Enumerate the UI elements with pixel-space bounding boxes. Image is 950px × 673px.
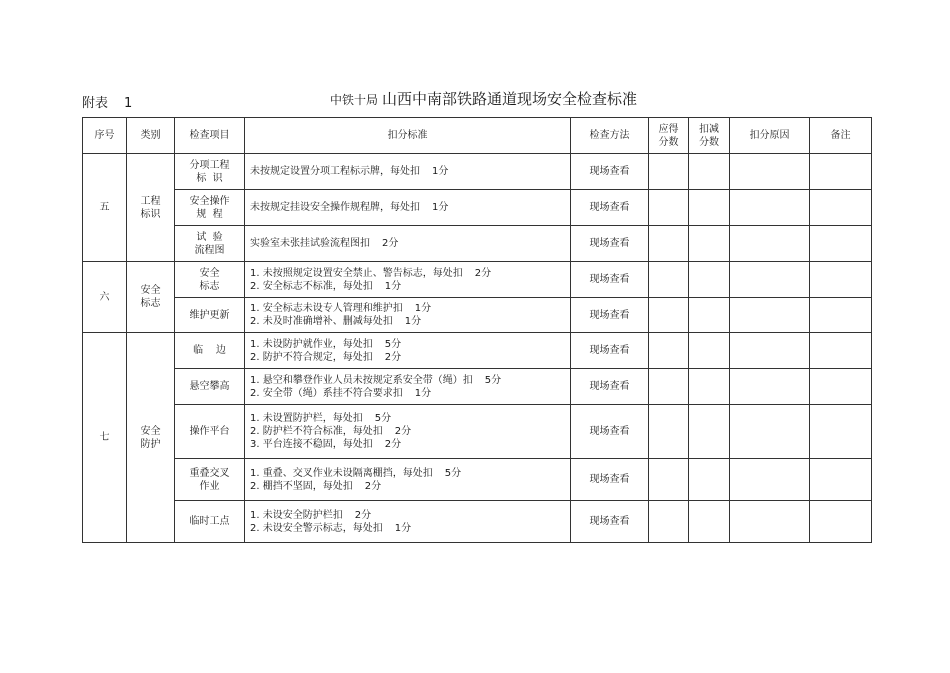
check-item-cell: 重叠交叉 作业 xyxy=(175,459,245,501)
standard-line: 2. 安全标志不标准，每处扣 1分 xyxy=(250,280,402,292)
inspection-standard-table xyxy=(82,117,872,543)
check-method-cell: 现场查看 xyxy=(571,154,649,190)
reason-cell xyxy=(730,459,810,501)
standard-line: 2. 未及时准确增补、删减每处扣 1分 xyxy=(250,316,422,327)
due-score-cell xyxy=(649,501,689,543)
header-standard: 扣分标准 xyxy=(245,118,571,154)
remark-cell xyxy=(810,226,872,262)
reason-cell xyxy=(730,226,810,262)
remark-cell xyxy=(810,333,872,369)
remark-cell xyxy=(810,369,872,405)
remark-cell xyxy=(810,262,872,298)
header-deducted-score: 扣减 分数 xyxy=(689,118,730,154)
deducted-score-cell xyxy=(689,333,730,369)
deducted-score-cell xyxy=(689,298,730,333)
due-score-cell xyxy=(649,226,689,262)
deducted-score-cell xyxy=(689,262,730,298)
group-category-cell: 工程 标识 xyxy=(127,154,175,262)
deducted-score-cell xyxy=(689,190,730,226)
check-item-cell: 安全操作 规 程 xyxy=(175,190,245,226)
header-due-score: 应得 分数 xyxy=(649,118,689,154)
deduction-standard-cell xyxy=(245,190,571,226)
group-category-cell: 安全 防护 xyxy=(127,333,175,543)
standard-line: 实验室未张挂试验流程图扣 2分 xyxy=(250,238,399,249)
table-row xyxy=(83,369,872,405)
check-item-cell: 试 验 流程图 xyxy=(175,226,245,262)
standard-line: 3. 平台连接不稳固，每处扣 2分 xyxy=(250,439,402,450)
due-score-cell xyxy=(649,190,689,226)
due-score-cell xyxy=(649,298,689,333)
table-row xyxy=(83,405,872,459)
standard-line: 2. 棚挡不坚固，每处扣 2分 xyxy=(250,480,382,492)
header-reason: 扣分原因 xyxy=(730,118,810,154)
reason-cell xyxy=(730,298,810,333)
due-score-cell xyxy=(649,333,689,369)
deduction-standard-cell xyxy=(245,369,571,405)
deduction-standard-cell xyxy=(245,405,571,459)
deduction-standard-cell xyxy=(245,501,571,543)
check-method-cell: 现场查看 xyxy=(571,459,649,501)
deduction-standard-cell xyxy=(245,226,571,262)
group-seq-cell: 五 xyxy=(83,154,127,262)
reason-cell xyxy=(730,262,810,298)
deducted-score-cell xyxy=(689,405,730,459)
remark-cell xyxy=(810,190,872,226)
table-row xyxy=(83,333,872,369)
reason-cell xyxy=(730,154,810,190)
deducted-score-cell xyxy=(689,226,730,262)
standard-line: 2. 防护不符合规定，每处扣 2分 xyxy=(250,351,402,363)
standard-line: 1. 重叠、交叉作业未设隔离棚挡，每处扣 5分 xyxy=(250,467,462,479)
standard-line: 1. 未设安全防护栏扣 2分 xyxy=(250,509,372,521)
standard-line: 2. 未设安全警示标志，每处扣 1分 xyxy=(250,522,412,534)
due-score-cell xyxy=(649,154,689,190)
group-seq-cell: 七 xyxy=(83,333,127,543)
deduction-standard-cell xyxy=(245,333,571,369)
table-row xyxy=(83,501,872,543)
table-row xyxy=(83,298,872,333)
deduction-standard-cell xyxy=(245,459,571,501)
due-score-cell xyxy=(649,369,689,405)
reason-cell xyxy=(730,190,810,226)
deducted-score-cell xyxy=(689,501,730,543)
header-item: 检查项目 xyxy=(175,118,245,154)
check-method-cell: 现场查看 xyxy=(571,226,649,262)
deduction-standard-cell xyxy=(245,154,571,190)
check-item-cell: 操作平台 xyxy=(175,405,245,459)
check-item-cell: 悬空攀高 xyxy=(175,369,245,405)
check-method-cell: 现场查看 xyxy=(571,501,649,543)
deducted-score-cell xyxy=(689,154,730,190)
standard-line: 1. 安全标志未设专人管理和维护扣 1分 xyxy=(250,303,432,314)
header-category: 类别 xyxy=(127,118,175,154)
table-row xyxy=(83,154,872,190)
due-score-cell xyxy=(649,262,689,298)
reason-cell xyxy=(730,501,810,543)
check-method-cell: 现场查看 xyxy=(571,298,649,333)
standard-line: 2. 防护栏不符合标准，每处扣 2分 xyxy=(250,426,412,437)
standard-line: 1. 未设防护就作业，每处扣 5分 xyxy=(250,338,402,350)
check-item-cell: 临 边 xyxy=(175,333,245,369)
deduction-standard-cell xyxy=(245,262,571,298)
header-row xyxy=(83,118,872,154)
deducted-score-cell xyxy=(689,369,730,405)
remark-cell xyxy=(810,154,872,190)
standard-line: 1. 悬空和攀登作业人员未按规定系安全带（绳）扣 5分 xyxy=(250,374,502,386)
table-row xyxy=(83,262,872,298)
due-score-cell xyxy=(649,459,689,501)
check-method-cell: 现场查看 xyxy=(571,369,649,405)
due-score-cell xyxy=(649,405,689,459)
group-seq-cell: 六 xyxy=(83,262,127,333)
check-item-cell: 安全 标志 xyxy=(175,262,245,298)
check-method-cell: 现场查看 xyxy=(571,262,649,298)
standard-line: 2. 安全带（绳）系挂不符合要求扣 1分 xyxy=(250,387,432,399)
table-row xyxy=(83,190,872,226)
deduction-standard-cell xyxy=(245,298,571,333)
deducted-score-cell xyxy=(689,459,730,501)
header-remark: 备注 xyxy=(810,118,872,154)
check-item-cell: 分项工程 标 识 xyxy=(175,154,245,190)
standard-line: 未按规定设置分项工程标示牌，每处扣 1分 xyxy=(250,166,449,177)
check-method-cell: 现场查看 xyxy=(571,405,649,459)
reason-cell xyxy=(730,333,810,369)
reason-cell xyxy=(730,369,810,405)
remark-cell xyxy=(810,501,872,543)
reason-cell xyxy=(730,405,810,459)
standard-line: 1. 未设置防护栏，每处扣 5分 xyxy=(250,413,392,424)
remark-cell xyxy=(810,405,872,459)
table-row xyxy=(83,459,872,501)
remark-cell xyxy=(810,459,872,501)
remark-cell xyxy=(810,298,872,333)
standard-line: 1. 未按照规定设置安全禁止、警告标志，每处扣 2分 xyxy=(250,267,492,279)
header-method: 检查方法 xyxy=(571,118,649,154)
check-method-cell: 现场查看 xyxy=(571,333,649,369)
attachment-label: 附表 1 xyxy=(82,96,133,111)
check-item-cell: 临时工点 xyxy=(175,501,245,543)
header-seq: 序号 xyxy=(83,118,127,154)
standard-line: 未按规定挂设安全操作规程牌，每处扣 1分 xyxy=(250,202,449,213)
group-category-cell: 安全 标志 xyxy=(127,262,175,333)
check-method-cell: 现场查看 xyxy=(571,190,649,226)
page-title: 中铁十局 山西中南部铁路通道现场安全检查标准 xyxy=(330,90,638,108)
check-item-cell: 维护更新 xyxy=(175,298,245,333)
table-row xyxy=(83,226,872,262)
